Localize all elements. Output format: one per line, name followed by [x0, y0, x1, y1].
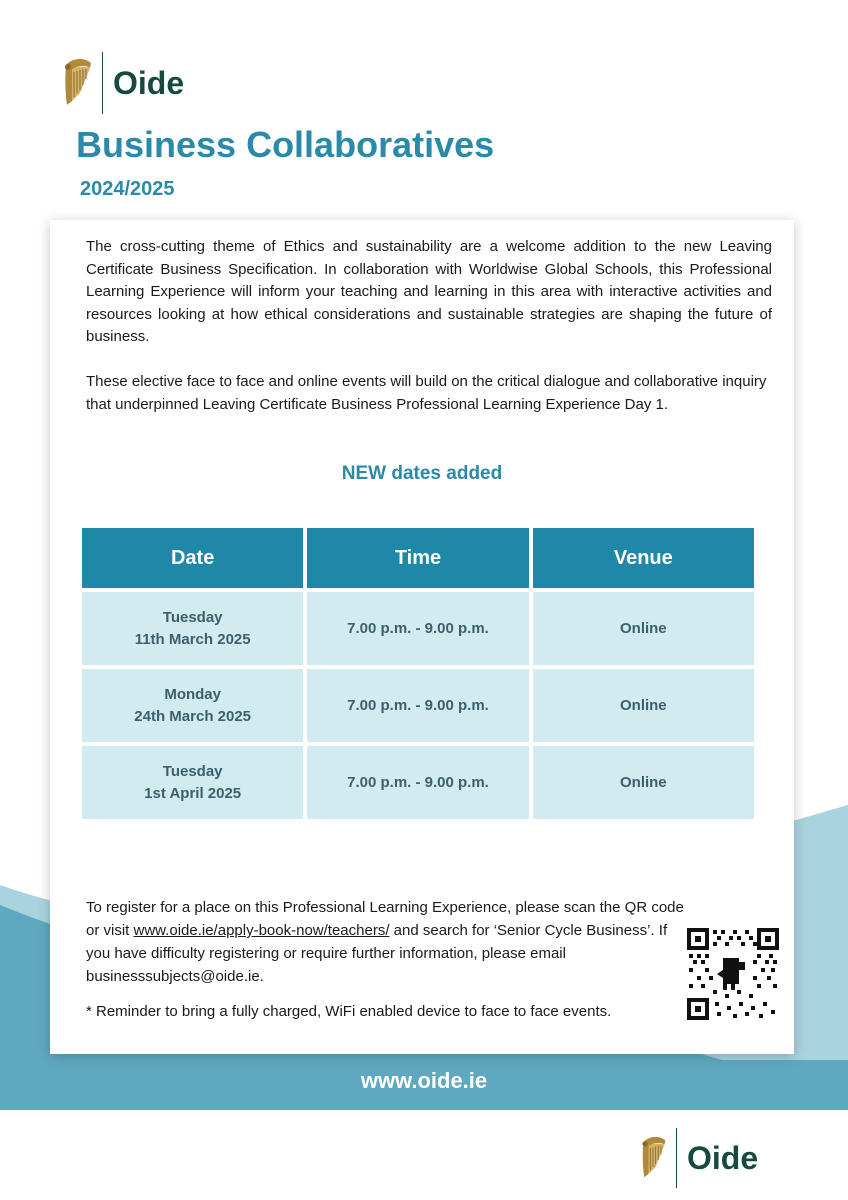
date-cell [82, 669, 303, 742]
time-cell: 7.00 p.m. - 9.00 p.m. [307, 746, 528, 819]
venue-cell: Online [533, 669, 754, 742]
registration-text-after: and search for ‘Senior Cycle Business’. If you have difficulty registering or require further information, please email businesssubjects@oide.ie. [86, 922, 668, 985]
reminder-text: * Reminder to bring a fully charged, WiFi enabled device to face to face events. [86, 1003, 612, 1020]
table-row [82, 746, 754, 819]
logo-divider [102, 52, 103, 114]
harp-icon [60, 57, 94, 109]
logo-divider [676, 1128, 677, 1188]
registration-text [86, 896, 686, 988]
oide-logo-top [60, 52, 184, 114]
time-cell: 7.00 p.m. - 9.00 p.m. [307, 592, 528, 665]
harp-icon [638, 1135, 668, 1181]
page-title: Business Collaboratives [76, 124, 495, 165]
table-header-row [82, 528, 754, 588]
registration-link[interactable]: www.oide.ie/apply-book-now/teachers/ [133, 922, 390, 939]
day-text: Tuesday [162, 762, 223, 780]
venue-cell: Online [533, 746, 754, 819]
column-header-venue: Venue [533, 528, 754, 588]
table-row [82, 592, 754, 665]
intro-paragraph-2: These elective face to face and online events will build on the critical dialogue and collaborative inquiry that underpinned Leaving Certificate Business Professional Learning Experience Day 1. [86, 373, 767, 413]
footer-url[interactable]: www.oide.ie [360, 1068, 488, 1093]
new-dates-heading: NEW dates added [341, 463, 503, 484]
day-text: Tuesday [162, 608, 223, 626]
intro-paragraph-1: The cross-cutting theme of Ethics and sustainability are a welcome addition to the new Leaving Certificate Business Specification. In collaboration with Worldwise Global Schools, this Professional Learning Experience will inform your teaching and learning in this area with interactive activities and resources looking at how ethical considerations and sustainable strategies are shaping the future of business. [86, 238, 772, 345]
qr-code-icon[interactable] [687, 928, 779, 1020]
logo-text: Oide [113, 64, 185, 101]
venue-cell: Online [533, 592, 754, 665]
column-header-date: Date [82, 528, 303, 588]
time-cell: 7.00 p.m. - 9.00 p.m. [307, 669, 528, 742]
content-card [50, 220, 794, 1054]
oide-logo-bottom [638, 1128, 758, 1188]
page-year: 2024/2025 [80, 178, 175, 200]
date-text: 24th March 2025 [134, 707, 252, 725]
date-cell [82, 746, 303, 819]
registration-text-before: To register for a place on this Professional Learning Experience, please scan the QR code or visit [86, 899, 684, 939]
date-text: 1st April 2025 [144, 784, 242, 802]
date-text: 11th March 2025 [134, 630, 251, 648]
logo-text: Oide [687, 1139, 759, 1176]
day-text: Monday [164, 685, 221, 703]
schedule-table [78, 524, 758, 823]
column-header-time: Time [307, 528, 528, 588]
date-cell [82, 592, 303, 665]
table-row [82, 669, 754, 742]
